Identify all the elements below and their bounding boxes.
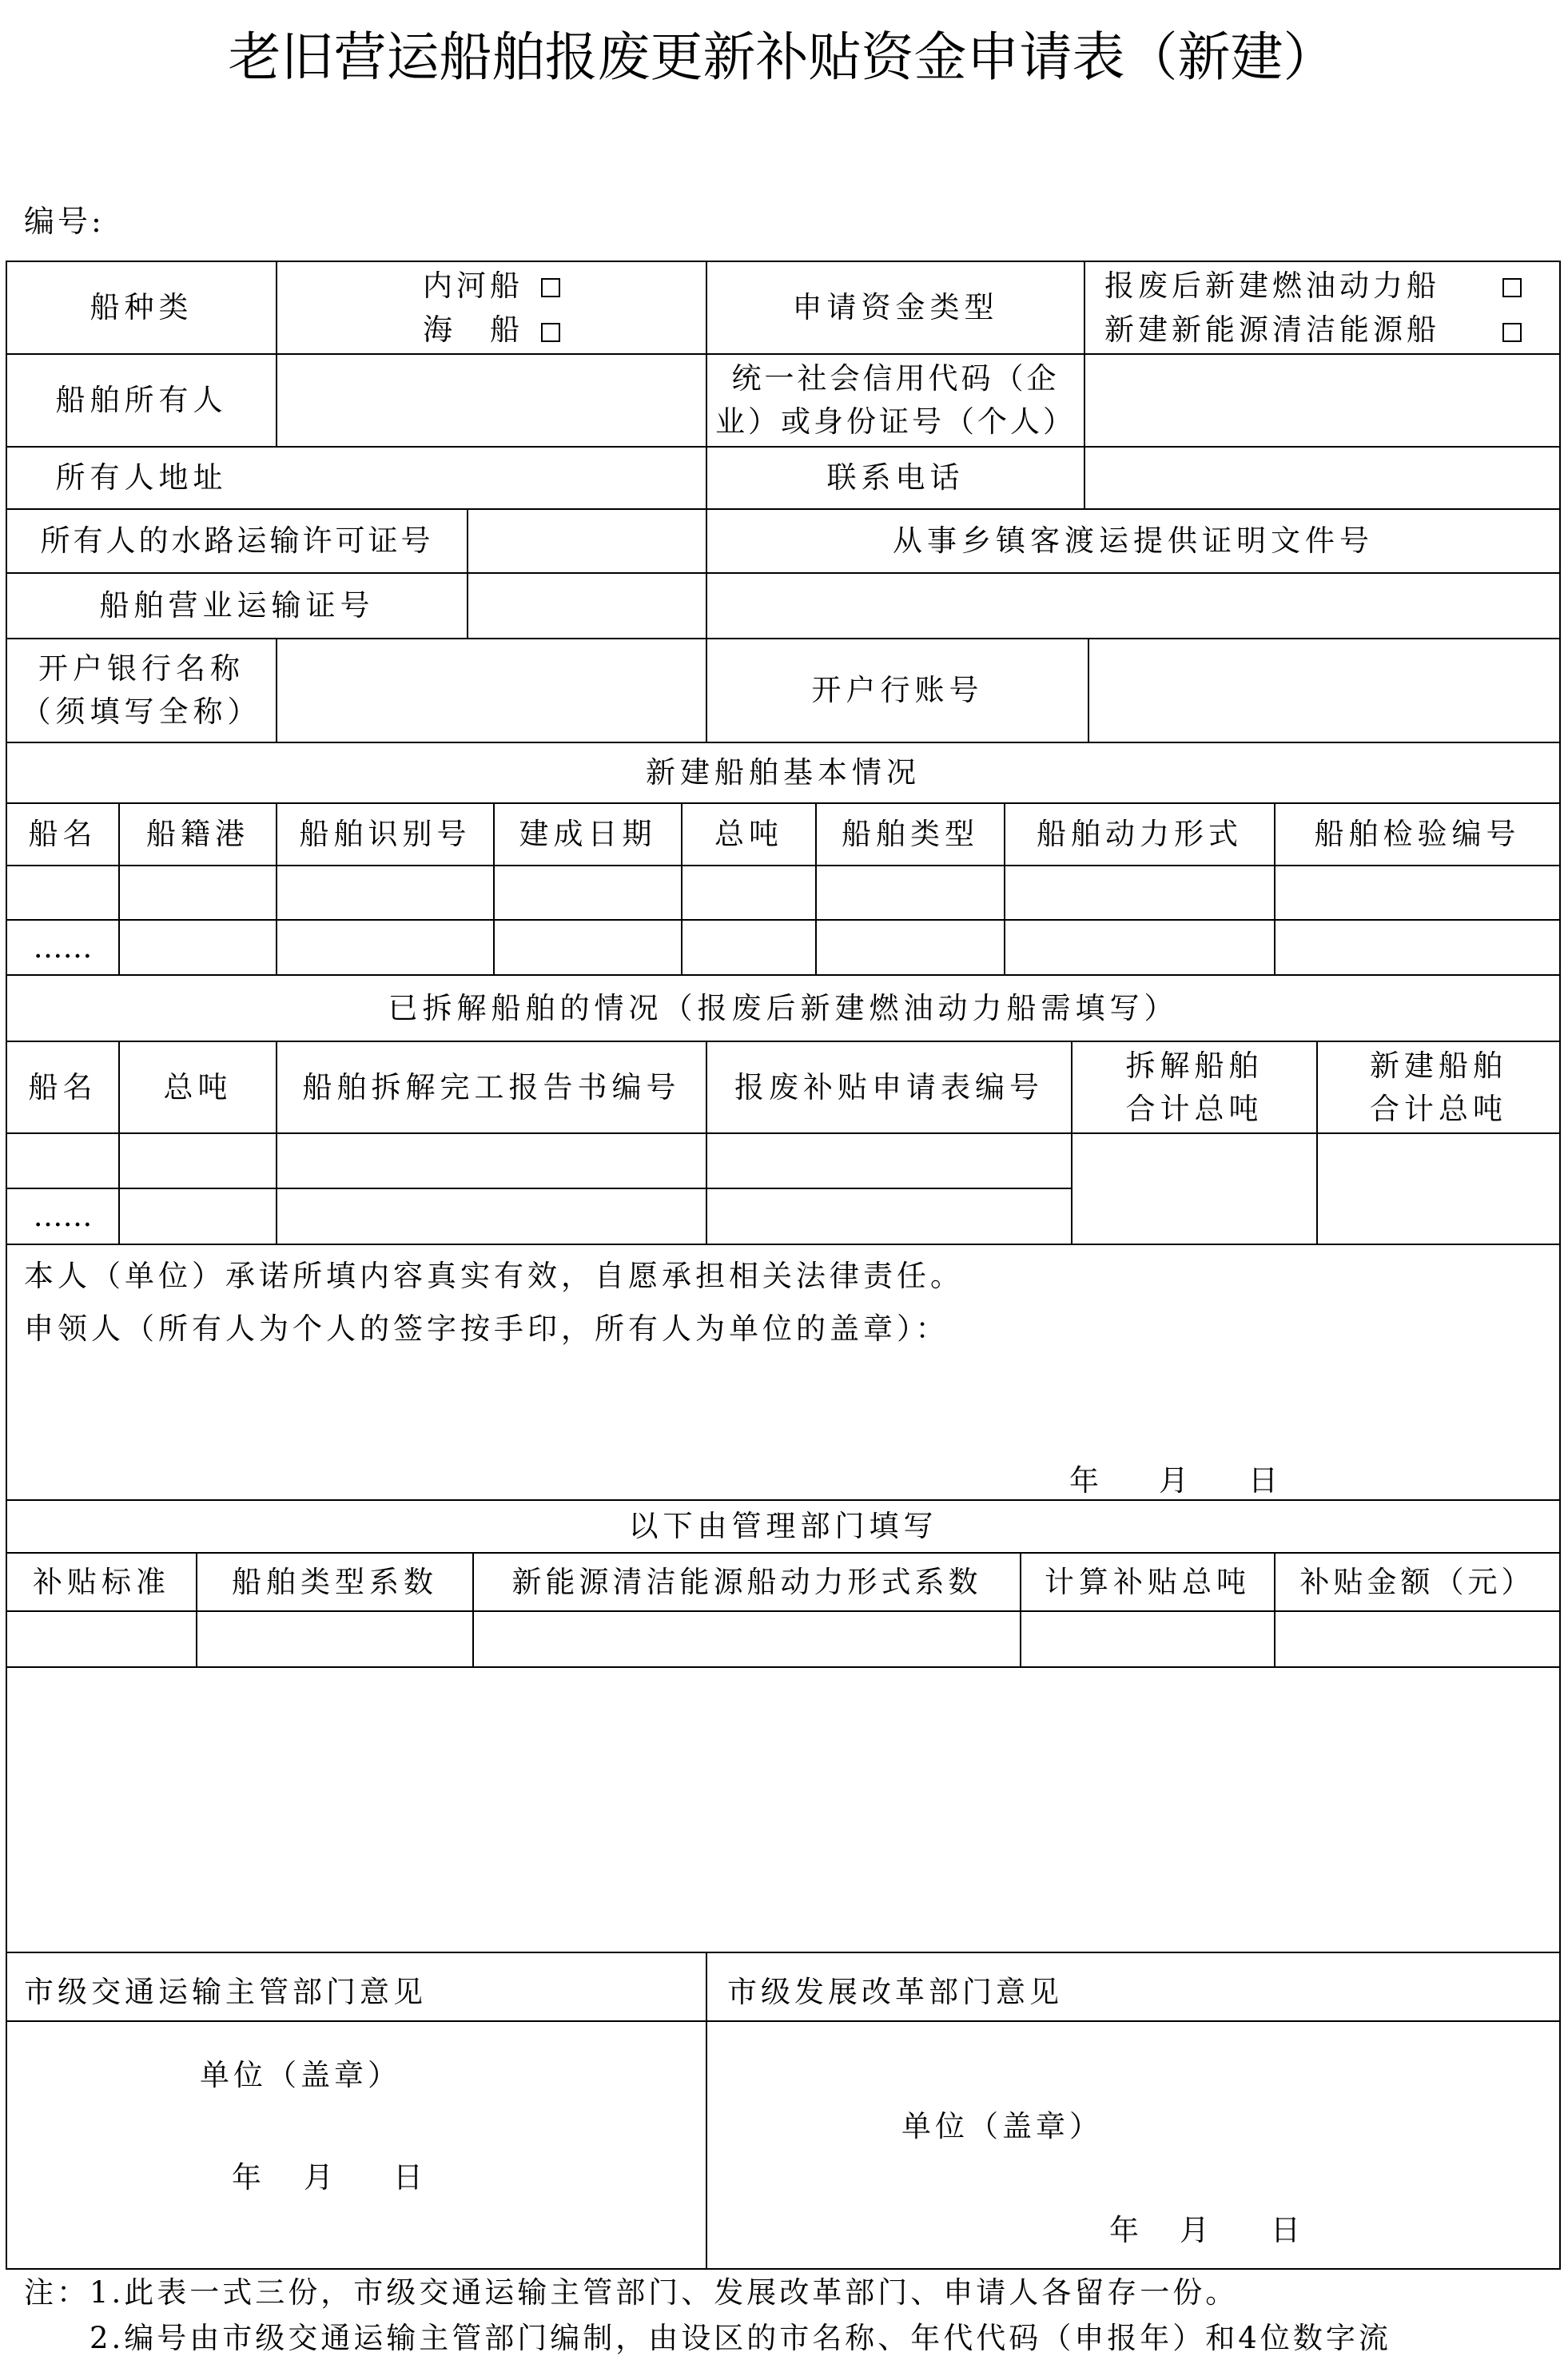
dismantled-section-title: 已拆解船舶的情况（报废后新建燃油动力船需填写） <box>388 990 1179 1025</box>
admin-col-standard: 补贴标准 <box>33 1564 170 1599</box>
admin-col-amount: 补贴金额（元） <box>1299 1564 1535 1599</box>
bank-account-label: 开户行账号 <box>811 673 984 708</box>
reform-day: 日 <box>1271 2213 1304 2247</box>
bank-account-input[interactable] <box>1089 639 1559 742</box>
inland-ship-checkbox[interactable] <box>541 278 560 297</box>
notes <box>24 2270 1391 2362</box>
note-2: 2.编号由市级交通运输主管部门编制，由设区的市名称、年代代码（申报年）和4位数字流 <box>90 2321 1391 2356</box>
inland-ship-label: 内河船 <box>423 268 523 303</box>
declaration-month: 月 <box>1159 1463 1192 1498</box>
total-new-line1: 新建船舶 <box>1370 1048 1507 1083</box>
ship-category-label: 船种类 <box>90 290 193 325</box>
dismantled-col-name: 船名 <box>28 1069 98 1104</box>
clean-ship-label: 新建新能源清洁能源船 <box>1104 312 1440 347</box>
operation-certificate-label: 船舶营业运输证号 <box>99 588 375 623</box>
form-title: 老旧营运船舶报废更新补贴资金申请表（新建） <box>228 26 1336 88</box>
new-ship-section-title: 新建船舶基本情况 <box>646 755 921 790</box>
new-ship-col-date: 建成日期 <box>519 817 657 852</box>
ship-option-sea[interactable] <box>423 308 560 352</box>
fuel-ship-label: 报废后新建燃油动力船 <box>1104 268 1440 303</box>
bank-name-label-line2: （须填写全称） <box>21 694 262 729</box>
declaration-line1: 本人（单位）承诺所填内容真实有效，自愿承担相关法律责任。 <box>24 1259 964 1293</box>
new-ship-col-power: 船舶动力形式 <box>1037 817 1243 852</box>
declaration-year: 年 <box>1069 1463 1103 1498</box>
admin-col-type-coef: 船舶类型系数 <box>232 1564 438 1599</box>
admin-col-tonnage: 计算补贴总吨 <box>1045 1564 1251 1599</box>
transport-day: 日 <box>393 2160 427 2195</box>
total-new-line2: 合计总吨 <box>1370 1091 1507 1126</box>
dismantled-col-tonnage: 总吨 <box>163 1069 233 1104</box>
ship-option-inland[interactable] <box>423 264 560 308</box>
credit-code-input[interactable] <box>1085 355 1559 446</box>
phone-input[interactable] <box>1085 448 1559 508</box>
declaration-day: 日 <box>1248 1463 1282 1498</box>
total-new-label <box>1318 1042 1559 1132</box>
reform-year: 年 <box>1109 2213 1143 2247</box>
operation-certificate-input[interactable] <box>468 574 706 638</box>
waterway-permit-label: 所有人的水路运输许可证号 <box>40 523 434 559</box>
fund-option-fuel[interactable] <box>1104 264 1522 308</box>
total-dismantled-label <box>1073 1042 1316 1132</box>
dismantled-ellipsis: …… <box>33 1199 93 1234</box>
dismantled-col-report: 船舶拆解完工报告书编号 <box>302 1069 681 1104</box>
total-dismantled-line1: 拆解船舶 <box>1125 1048 1264 1083</box>
credit-code-label-line2: 业）或身份证号（个人） <box>715 404 1076 439</box>
ferry-certificate-input[interactable] <box>707 574 1559 638</box>
ferry-certificate-label: 从事乡镇客渡运提供证明文件号 <box>893 523 1374 559</box>
reform-opinion-label: 市级发展改革部门意见 <box>727 1975 1063 2009</box>
transport-month: 月 <box>304 2160 337 2195</box>
owner-input[interactable] <box>277 355 706 446</box>
owner-label: 船舶所有人 <box>55 383 228 418</box>
transport-seal: 单位（盖章） <box>200 2058 401 2092</box>
transport-year: 年 <box>232 2160 265 2195</box>
owner-address-input[interactable] <box>277 448 706 508</box>
waterway-permit-input[interactable] <box>468 510 706 572</box>
total-dismantled-line2: 合计总吨 <box>1125 1091 1264 1126</box>
new-ship-col-id: 船舶识别号 <box>299 817 472 852</box>
sea-ship-checkbox[interactable] <box>541 323 560 342</box>
new-ship-col-name: 船名 <box>28 817 98 852</box>
reform-month: 月 <box>1180 2213 1213 2247</box>
sea-ship-label: 海 船 <box>423 312 523 347</box>
declaration-line2: 申领人（所有人为个人的签字按手印，所有人为单位的盖章）： <box>24 1311 949 1346</box>
note-1: 注：1.此表一式三份，市级交通运输主管部门、发展改革部门、申请人各留存一份。 <box>24 2275 1239 2310</box>
ship-category-options <box>277 262 706 353</box>
admin-section-title: 以下由管理部门填写 <box>628 1509 938 1544</box>
fund-option-clean[interactable] <box>1104 308 1522 352</box>
new-ship-col-port: 船籍港 <box>146 817 249 852</box>
bank-name-label <box>7 639 276 742</box>
admin-col-power-coef: 新能源清洁能源船动力形式系数 <box>511 1564 982 1599</box>
dismantled-col-application: 报废补贴申请表编号 <box>734 1069 1044 1104</box>
new-ship-col-type: 船舶类型 <box>842 817 979 852</box>
fund-type-label: 申请资金类型 <box>792 290 999 325</box>
fuel-ship-checkbox[interactable] <box>1502 278 1522 297</box>
transport-opinion-label: 市级交通运输主管部门意见 <box>24 1975 427 2009</box>
owner-address-label: 所有人地址 <box>55 460 228 496</box>
fund-type-options <box>1085 262 1559 353</box>
new-ship-ellipsis: …… <box>33 929 93 965</box>
new-ship-col-inspection: 船舶检验编号 <box>1314 817 1521 852</box>
credit-code-label-line1: 统一社会信用代码（企 <box>731 361 1060 396</box>
clean-ship-checkbox[interactable] <box>1502 323 1522 342</box>
bank-name-label-line1: 开户银行名称 <box>38 651 245 687</box>
serial-number-label: 编号: <box>24 204 105 239</box>
bank-name-input[interactable] <box>277 639 706 742</box>
phone-label: 联系电话 <box>826 460 965 496</box>
credit-code-label <box>707 355 1084 446</box>
new-ship-col-tonnage: 总吨 <box>714 817 783 852</box>
reform-seal: 单位（盖章） <box>901 2109 1103 2143</box>
